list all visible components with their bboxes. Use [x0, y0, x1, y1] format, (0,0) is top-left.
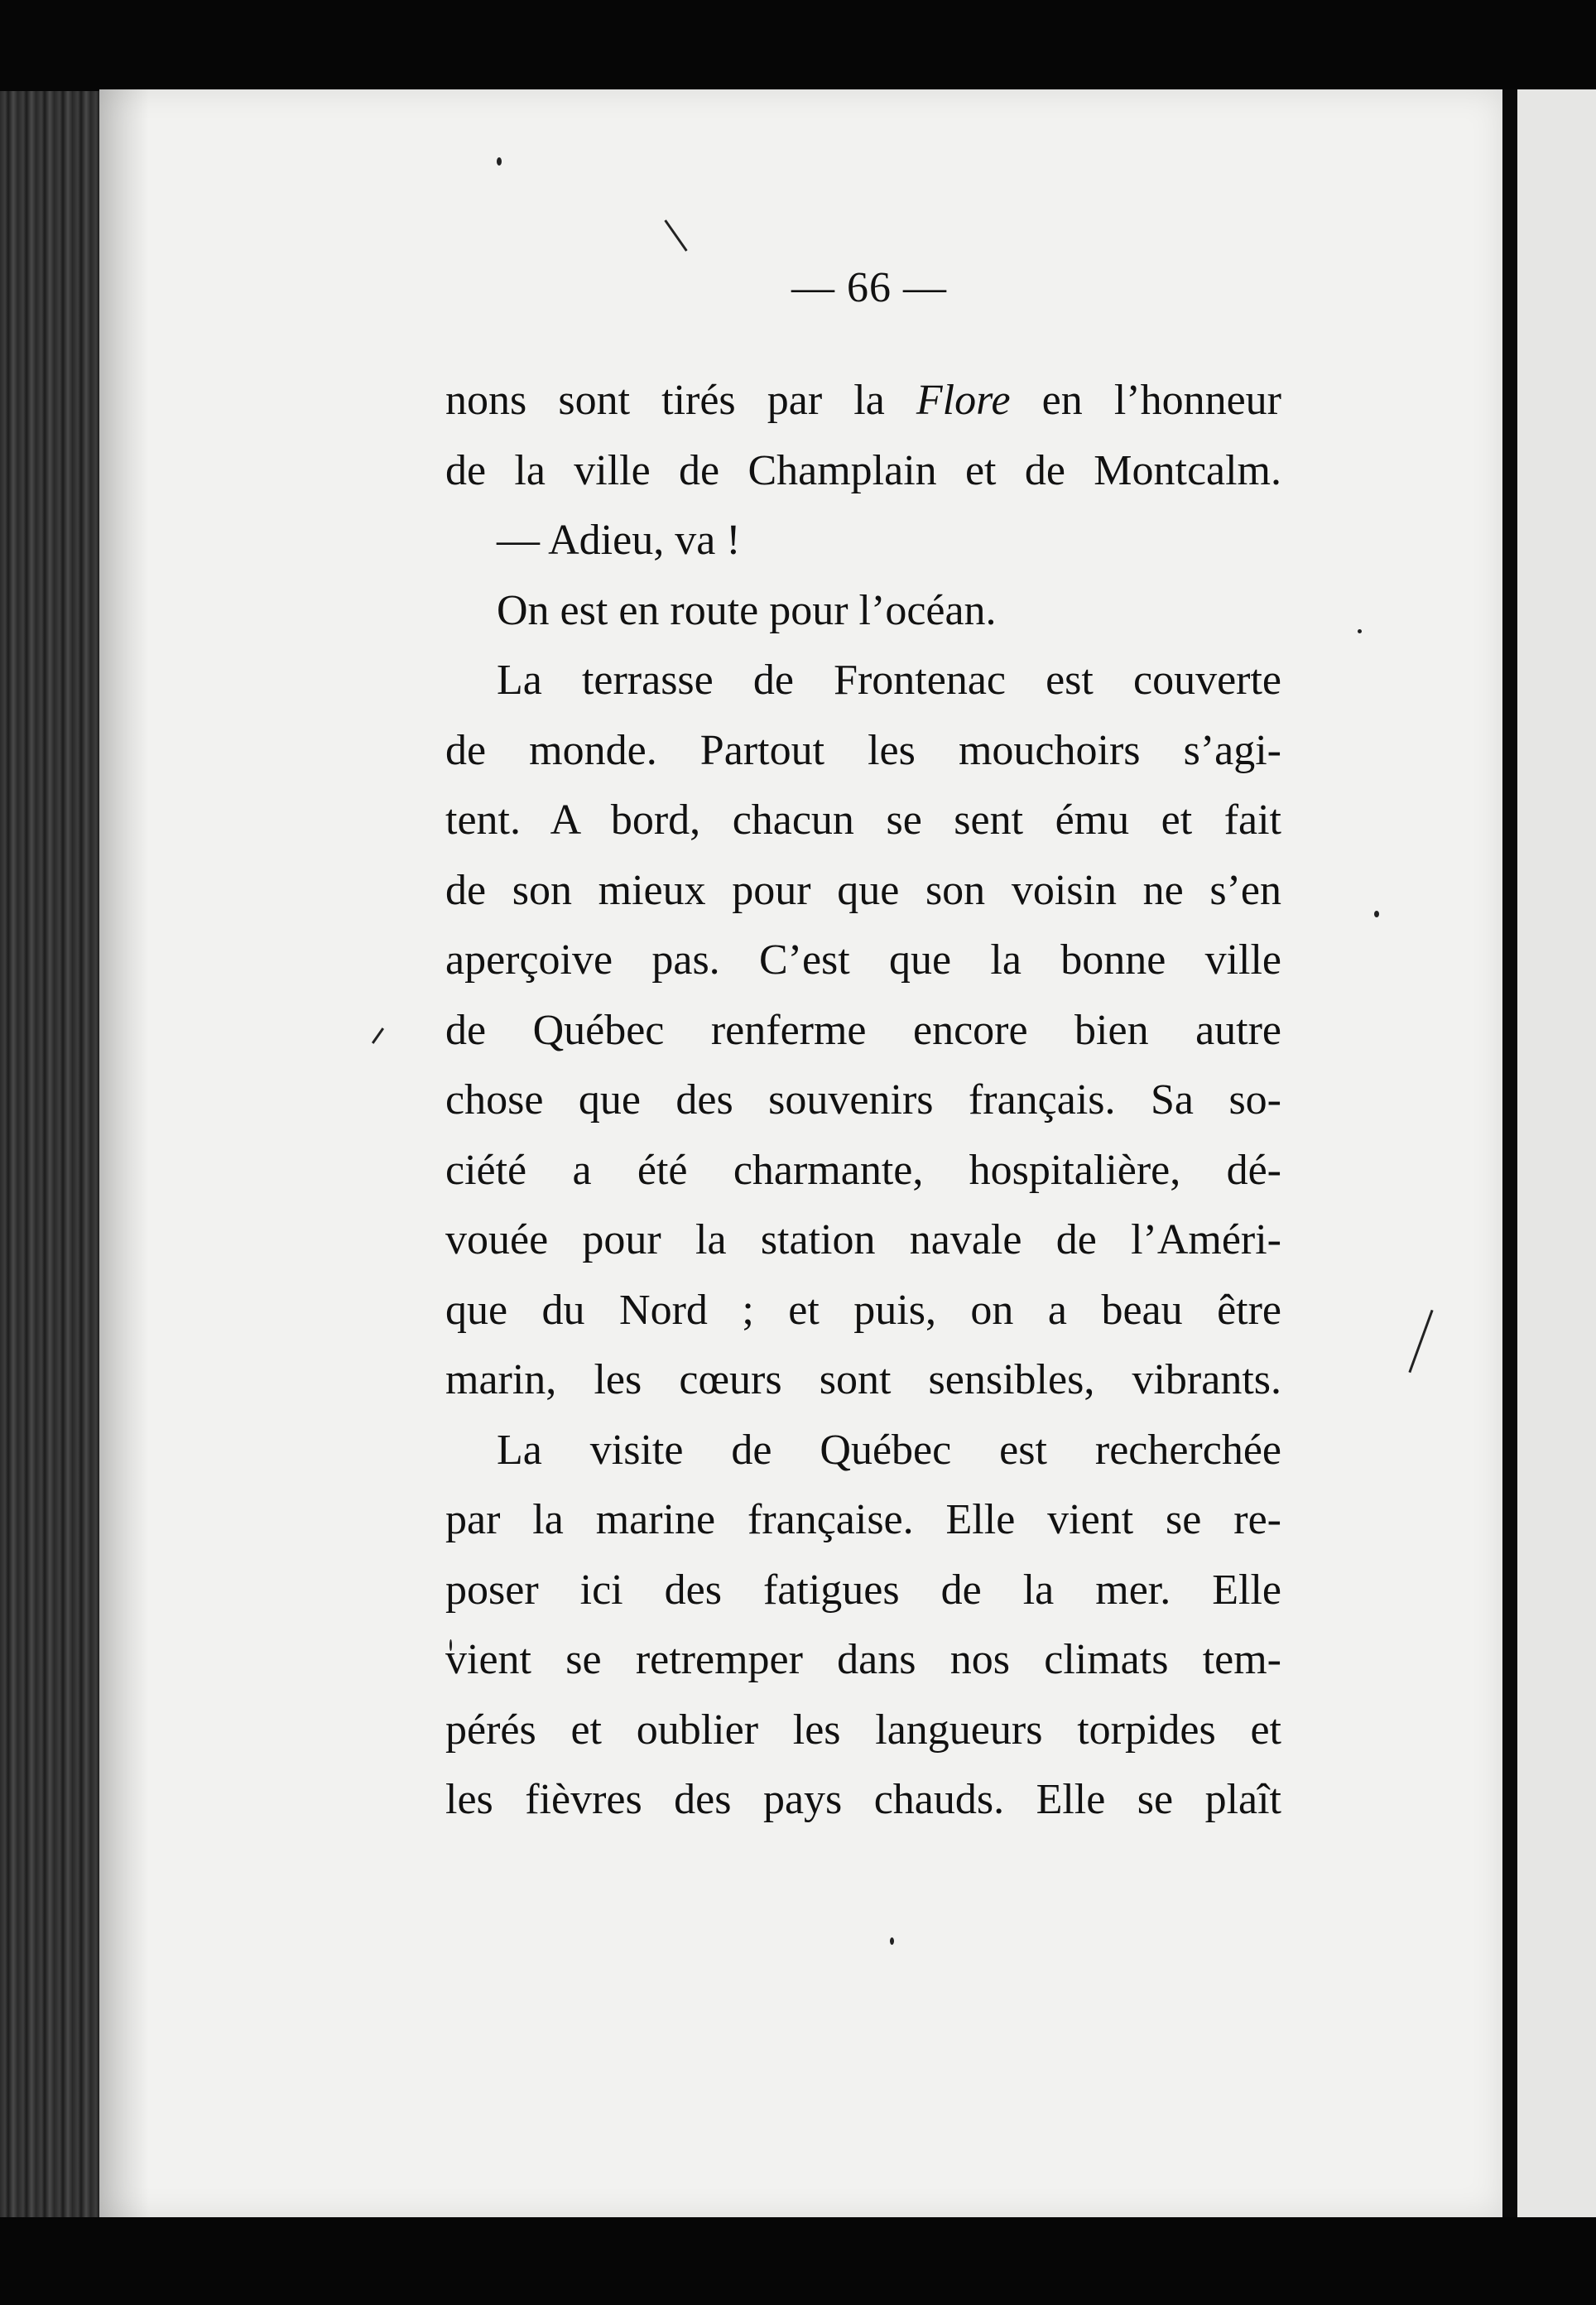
text-line	[445, 366, 1281, 436]
text-segment: que du Nord ; et puis, on a beau être	[445, 1286, 1281, 1334]
text-segment: les fièvres des pays chauds. Elle se plaît	[445, 1776, 1281, 1823]
text-line	[445, 1765, 1281, 1836]
text-segment: pérés et oublier les langueurs torpides et	[445, 1706, 1281, 1754]
text-segment: tent. A bord, chacun se sent ému et fait	[445, 796, 1281, 844]
text-line	[445, 1136, 1281, 1206]
body-text	[445, 366, 1281, 1836]
italic-ship-name: Flore	[916, 377, 1011, 424]
text-segment: chose que des souvenirs français. Sa so-	[445, 1076, 1281, 1124]
text-segment: vouée pour la station navale de l’Améri-	[445, 1216, 1281, 1263]
text-line	[445, 646, 1281, 716]
scan-speck	[890, 1937, 894, 1945]
gutter-shadow	[99, 89, 149, 2217]
page-number: — 66 —	[791, 264, 947, 311]
text-line	[445, 1276, 1281, 1346]
text-segment: aperçoive pas. C’est que la bonne ville	[445, 936, 1281, 984]
text-line	[445, 576, 1281, 647]
text-line	[445, 1066, 1281, 1136]
text-line	[445, 786, 1281, 856]
text-segment: marin, les cœurs sont sensibles, vibrants.	[445, 1356, 1281, 1403]
text-line	[445, 1556, 1281, 1626]
text-line	[445, 1205, 1281, 1276]
text-segment: de la ville de Champlain et de Montcalm.	[445, 446, 1281, 494]
text-segment: en l’honneur	[1010, 377, 1281, 424]
film-border-bottom	[0, 2217, 1596, 2305]
text-segment: — Adieu, va !	[497, 517, 741, 564]
text-line	[445, 996, 1281, 1066]
text-line	[445, 436, 1281, 507]
text-line	[445, 1416, 1281, 1486]
text-line	[445, 856, 1281, 926]
text-segment: ciété a été charmante, hospitalière, dé-	[445, 1146, 1281, 1194]
text-line	[445, 1625, 1281, 1696]
text-segment: poser ici des fatigues de la mer. Elle	[445, 1566, 1281, 1614]
film-border-top	[0, 0, 1596, 91]
facing-page-edge	[1517, 89, 1596, 2217]
scan-speck	[497, 157, 502, 166]
text-segment: par la marine française. Elle vient se re-	[445, 1496, 1281, 1543]
text-line	[445, 1485, 1281, 1556]
text-line	[445, 1696, 1281, 1766]
binding-shadow	[1502, 89, 1517, 2217]
book-page-edges	[0, 91, 116, 2244]
scan-speck	[1374, 911, 1379, 917]
text-segment: vient se retremper dans nos climats tem-	[445, 1636, 1281, 1683]
text-segment: La terrasse de Frontenac est couverte	[497, 657, 1281, 704]
text-segment: de son mieux pour que son voisin ne s’en	[445, 866, 1281, 914]
text-line	[445, 716, 1281, 787]
text-line	[445, 506, 1281, 576]
scan-speck	[1358, 629, 1362, 633]
text-segment: La visite de Québec est recherchée	[497, 1426, 1281, 1474]
text-segment: de monde. Partout les mouchoirs s’agi-	[445, 726, 1281, 774]
text-segment: On est en route pour l’océan.	[497, 586, 997, 634]
text-line	[445, 1345, 1281, 1416]
text-line	[445, 926, 1281, 996]
text-segment: nons sont tirés par la	[445, 377, 916, 424]
text-segment: de Québec renferme encore bien autre	[445, 1006, 1281, 1054]
